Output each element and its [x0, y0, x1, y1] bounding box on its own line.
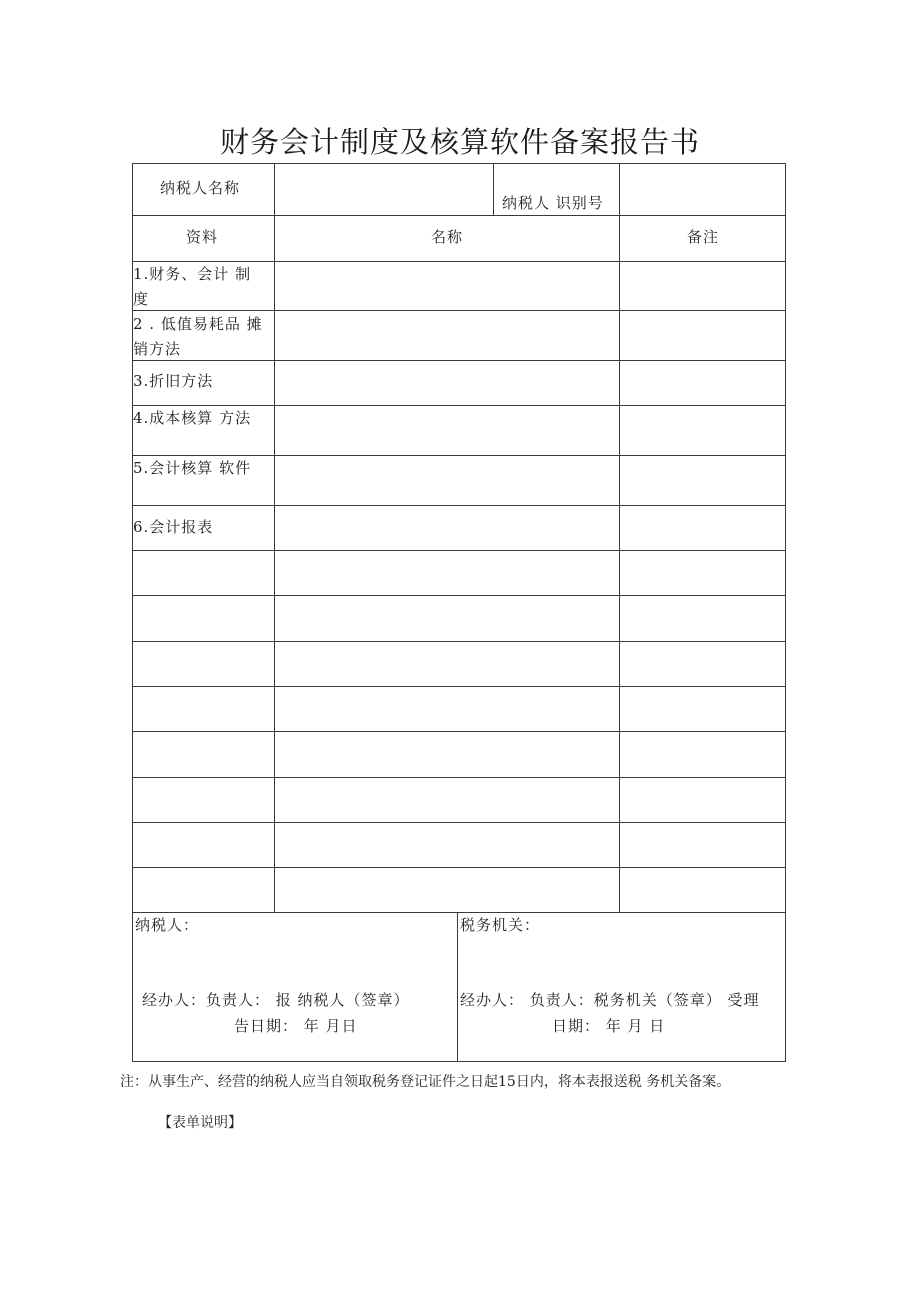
- form-instructions-heading: 【表单说明】: [158, 1115, 242, 1131]
- list-item: [133, 262, 271, 312]
- column-header-name: 名称: [431, 228, 464, 246]
- row-divider: [133, 550, 785, 551]
- taxpayer-sign-label: 纳税人：: [135, 916, 200, 934]
- item-label-cont: 销方法: [133, 340, 182, 358]
- item-label: 5.会计核算 软件: [133, 459, 252, 477]
- taxpayer-id-value[interactable]: [620, 166, 784, 212]
- row-divider: [133, 215, 785, 216]
- list-item: [133, 515, 271, 540]
- list-item: [133, 456, 271, 481]
- row-divider: [133, 822, 785, 823]
- column-header-material: 资料: [186, 228, 219, 246]
- column-divider: [457, 912, 458, 1061]
- row-divider: [133, 731, 785, 732]
- item-label: 2 . 低值易耗品 摊: [133, 315, 263, 333]
- item-label: 4.成本核算 方法: [133, 409, 252, 427]
- authority-sign-line2: 日期： 年 月 日: [552, 1017, 666, 1035]
- item-label: 3.折旧方法: [133, 372, 214, 390]
- column-divider: [274, 164, 275, 912]
- page-title: 财务会计制度及核算软件备案报告书: [219, 125, 700, 159]
- list-item: [133, 312, 271, 362]
- row-divider: [133, 505, 785, 506]
- taxpayer-sign-line2: 告日期： 年 月日: [234, 1017, 358, 1035]
- item-label-cont: 度: [133, 290, 150, 308]
- footnote: 注：从事生产、经营的纳税人应当自领取税务登记证件之日起15日内，将本表报送税 务机关备案。: [120, 1074, 731, 1090]
- list-item: [133, 406, 271, 431]
- taxpayer-name-value[interactable]: [276, 166, 492, 212]
- taxpayer-sign-line1: 经办人：负责人： 报 纳税人（签章）: [142, 991, 410, 1009]
- row-divider: [133, 641, 785, 642]
- row-divider: [133, 867, 785, 868]
- taxpayer-name-label: 纳税人名称: [160, 179, 241, 197]
- list-item: [133, 369, 271, 394]
- column-divider: [619, 164, 620, 912]
- authority-sign-label: 税务机关：: [460, 916, 541, 934]
- row-divider: [133, 912, 785, 913]
- row-divider: [133, 777, 785, 778]
- item-label: 6.会计报表: [133, 518, 214, 536]
- item-label: 1.财务、会计 制: [133, 265, 252, 283]
- taxpayer-id-label: 纳税人 识别号: [502, 194, 604, 212]
- authority-sign-line1: 经办人： 负责人：税务机关（签章） 受理: [460, 991, 760, 1009]
- row-divider: [133, 595, 785, 596]
- column-divider: [493, 164, 494, 215]
- column-header-remark: 备注: [687, 228, 720, 246]
- row-divider: [133, 686, 785, 687]
